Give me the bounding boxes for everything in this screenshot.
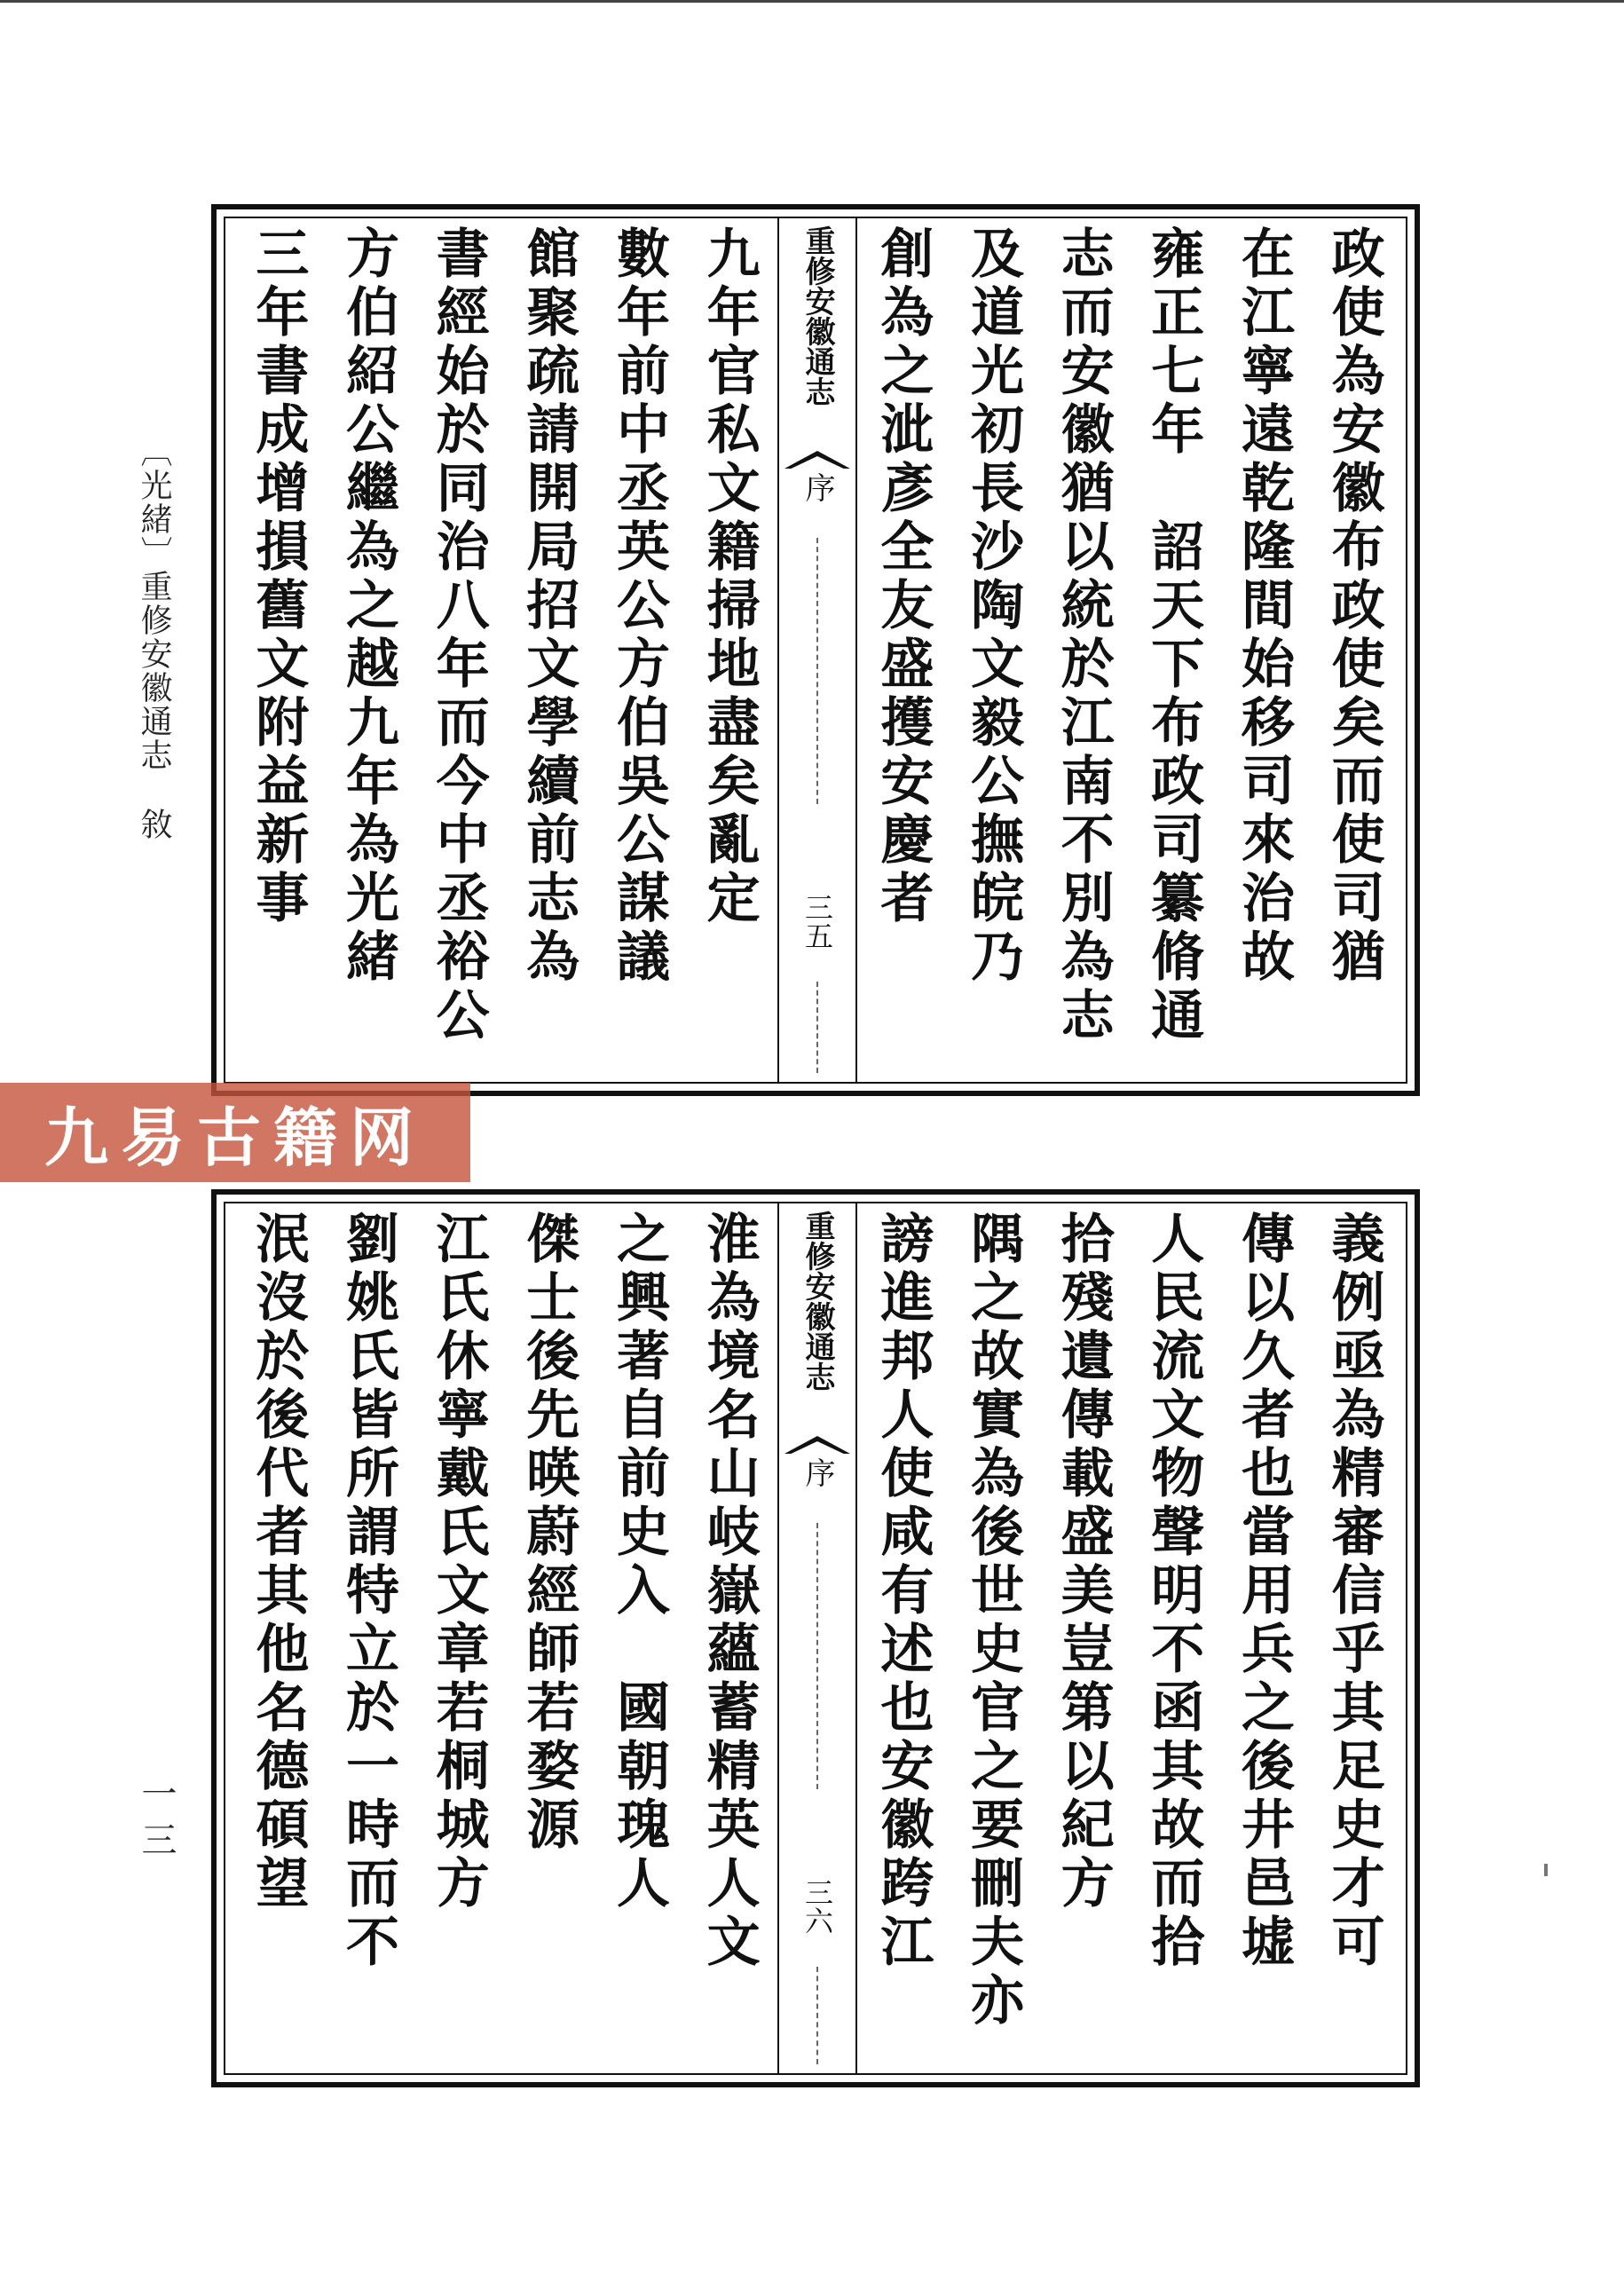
panel-bottom-left-half	[233, 1211, 774, 2066]
woodblock-panel-bottom	[211, 1189, 1420, 2087]
page-top-rule	[0, 0, 1624, 3]
text-column: 謗進邦人使咸有述也安徽跨江	[871, 1211, 934, 1972]
book-title-margin	[131, 435, 177, 841]
text-column: 創為之泚彥全友盛擭安慶者	[871, 225, 934, 928]
center-book-title: 重修安徽通志	[800, 225, 835, 406]
fishtail-mark-icon	[784, 451, 850, 469]
text-column: 雍正七年 詔天下布政司纂脩通	[1142, 225, 1205, 1045]
text-column: 方伯紹公繼為之越九年為光緒	[336, 225, 399, 987]
text-column: 數年前中丞英公方伯吳公謀議	[607, 225, 670, 987]
text-column: 泯沒於後代者其他名德碩望	[247, 1211, 310, 1913]
text-column: 傳以久者也當用兵之後井邑墟	[1232, 1211, 1295, 1972]
text-column: 政使為安徽布政使矣而使司猶	[1322, 225, 1385, 987]
text-column: 之興著自前史入 國朝瑰人	[607, 1211, 670, 1913]
panel-top-left-half	[233, 225, 774, 1075]
text-column: 義例亟為精審信乎其足史才可	[1322, 1211, 1385, 1972]
text-column: 隅之故實為後世史官之要刪夫亦	[961, 1211, 1024, 2031]
text-column: 在江寧遠乾隆間始移司來治故	[1232, 225, 1295, 987]
text-column: 拾殘遺傳載盛美豈第以紀方	[1052, 1211, 1115, 1913]
text-column: 書經始於同治八年而今中丞裕公	[427, 225, 490, 1045]
book-title: 〔光緒〕重修安徽通志	[136, 435, 172, 772]
center-book-title: 重修安徽通志	[800, 1211, 835, 1392]
text-column: 志而安徽猶以統於江南不別為志	[1052, 225, 1115, 1045]
fold-line	[816, 1967, 818, 2064]
watermark-banner	[0, 1083, 470, 1182]
text-column: 傑士後先暎蔚經師若婺源	[517, 1211, 580, 1855]
fold-line	[816, 538, 818, 804]
text-column: 淮為境名山岐嶽蘊蓄精英人文	[698, 1211, 761, 1972]
watermark-text: 九易古籍网	[43, 1100, 426, 1175]
center-fold-strip	[777, 218, 857, 1082]
panel-bottom-right-half	[857, 1211, 1399, 2066]
fishtail-mark-icon	[784, 1436, 850, 1454]
text-column: 九年官私文籍掃地盡矣亂定	[698, 225, 761, 928]
text-column: 及道光初長沙陶文毅公撫皖乃	[961, 225, 1024, 987]
fold-line	[816, 982, 818, 1073]
panel-top-right-half	[857, 225, 1399, 1075]
page-number: 一三	[136, 1775, 177, 1867]
text-column: 人民流文物聲明不函其故而拾	[1142, 1211, 1205, 1972]
text-column: 江氏休寧戴氏文章若桐城方	[427, 1211, 490, 1913]
fold-line	[816, 1523, 818, 1789]
text-column: 劉姚氏皆所謂特立於一時而不	[336, 1211, 399, 1972]
leaf-number: 三五	[800, 893, 834, 950]
woodblock-panel-top	[211, 204, 1420, 1096]
center-fold-strip	[777, 1203, 857, 2073]
section-label: 敘	[136, 808, 172, 841]
leaf-number: 三六	[800, 1878, 834, 1935]
text-column: 三年書成增損舊文附益新事	[247, 225, 310, 928]
scan-speck	[1544, 1864, 1548, 1876]
text-column: 館聚疏請開局招文學續前志為	[517, 225, 580, 987]
center-section-title: 序	[800, 1457, 835, 1487]
center-section-title: 序	[800, 472, 835, 502]
